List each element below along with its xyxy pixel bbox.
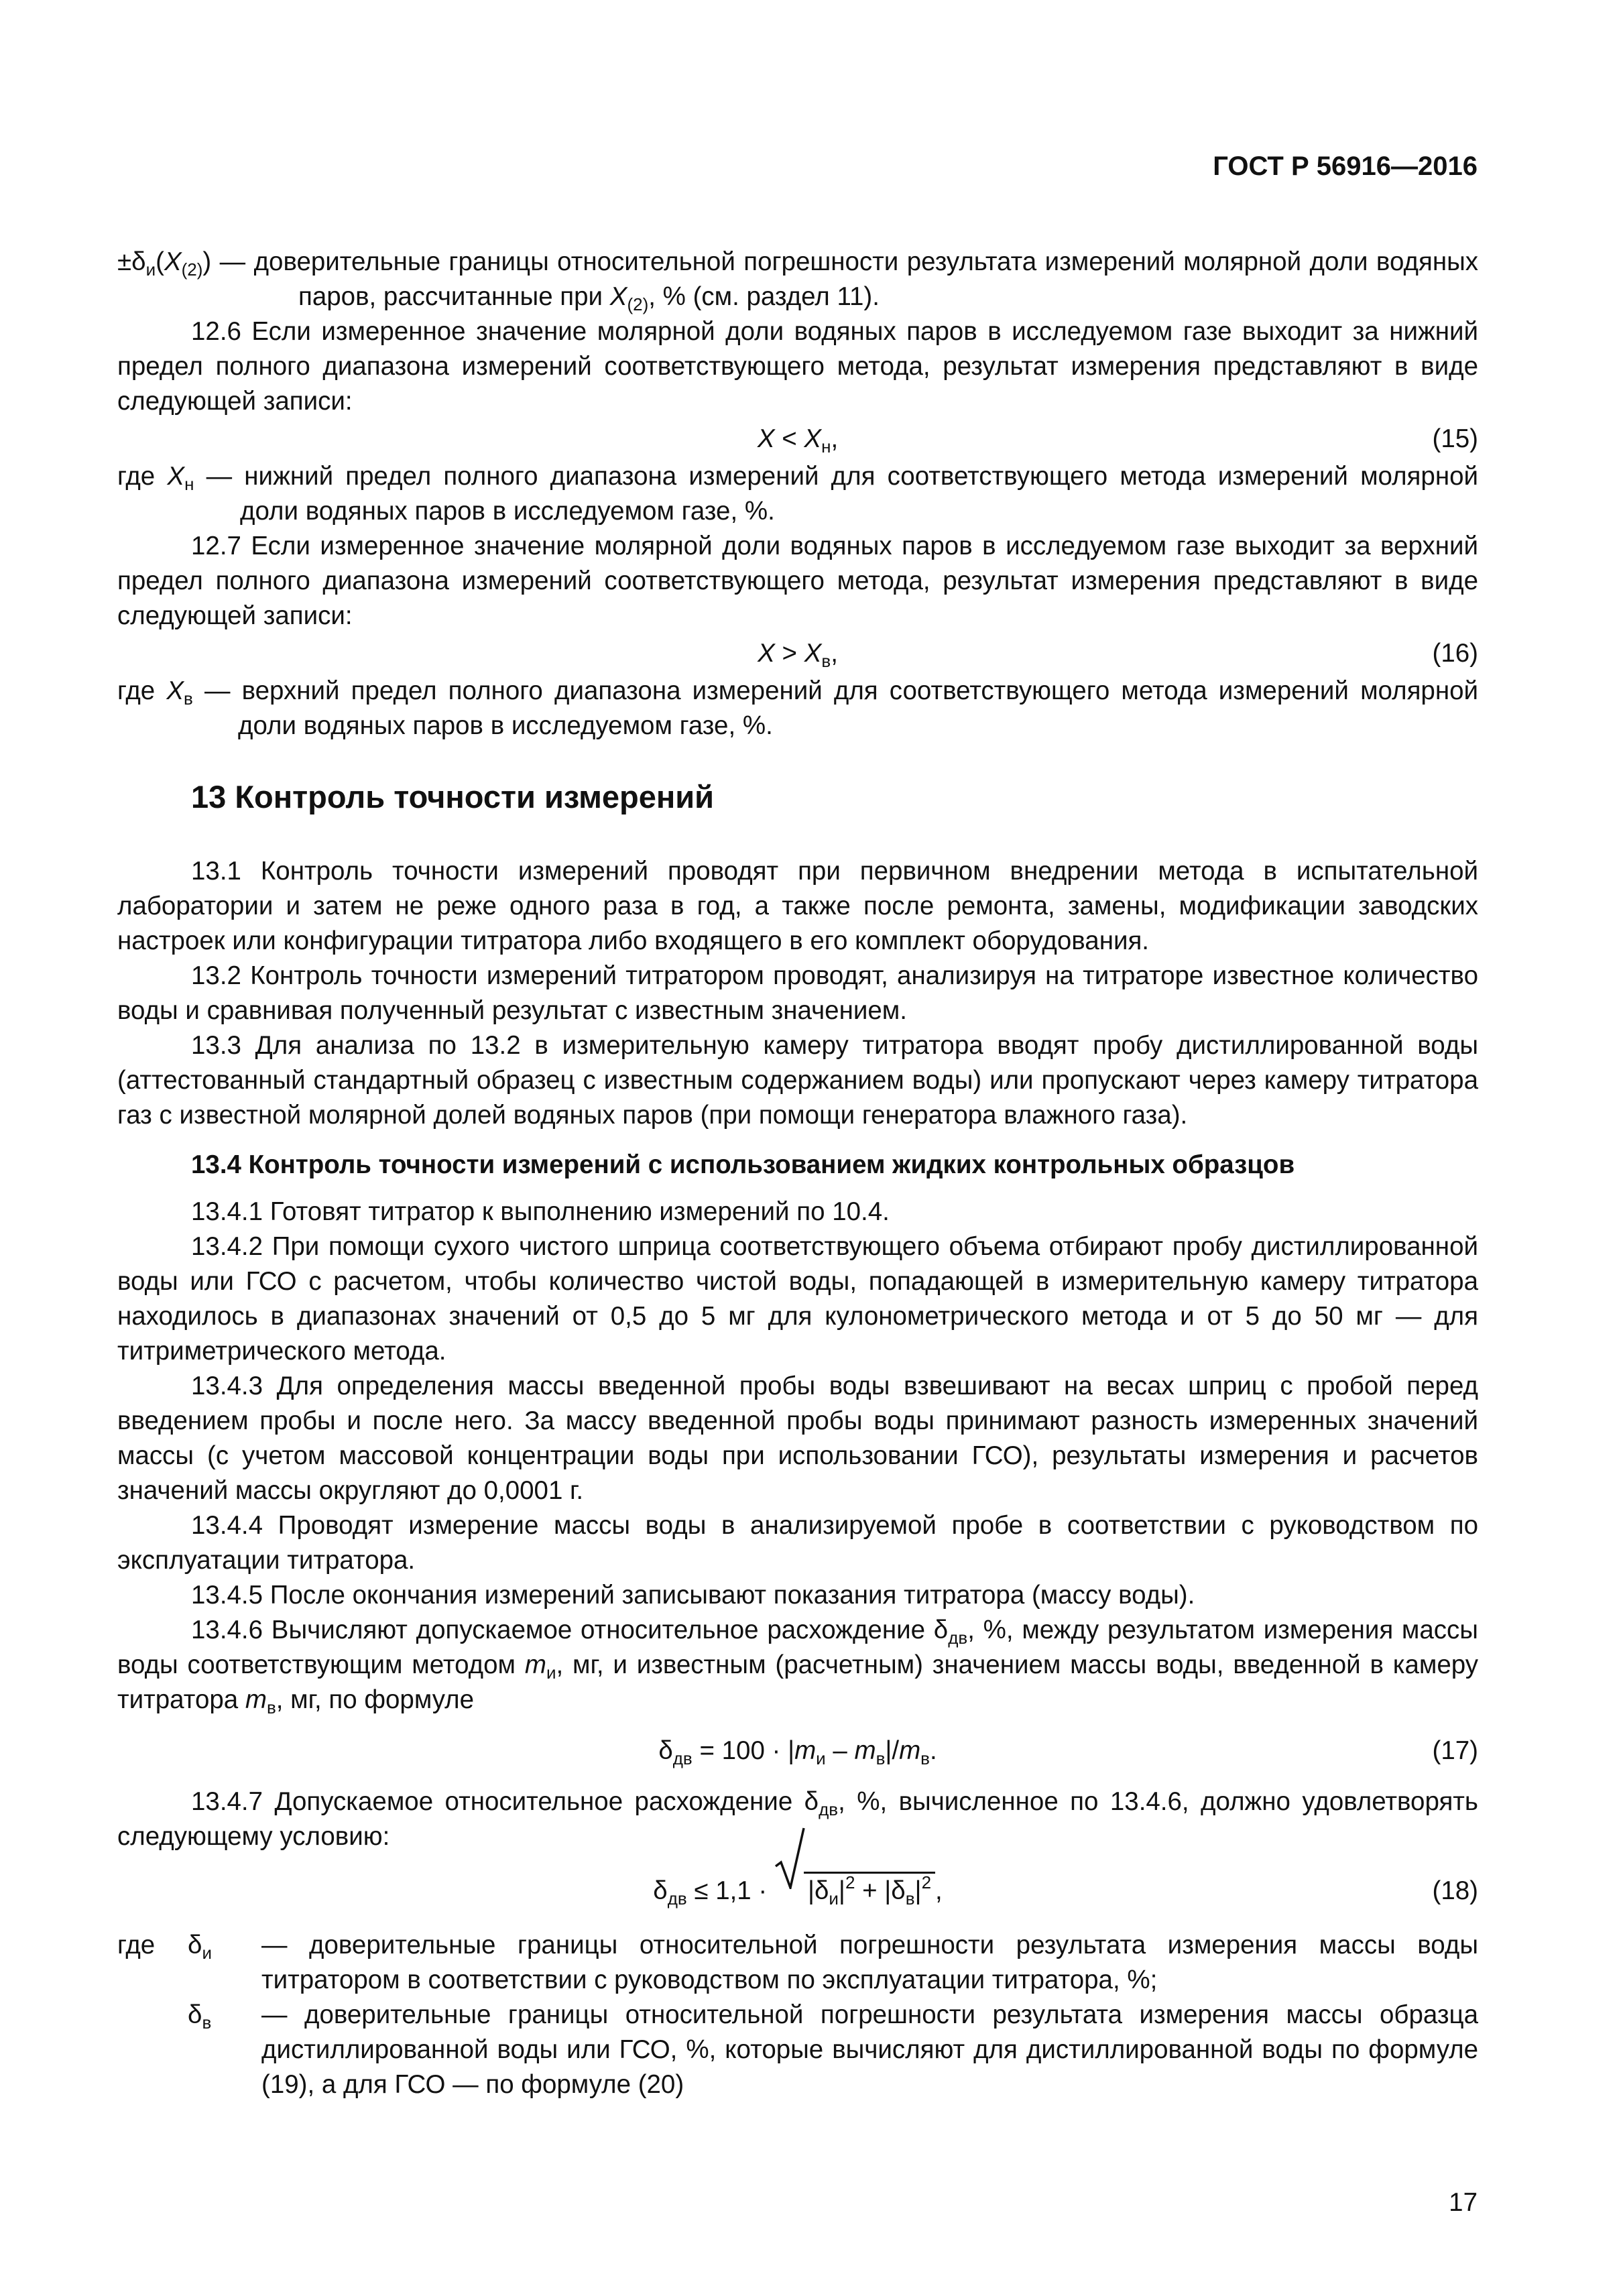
- paragraph-13-2: 13.2 Контроль точности измерений титратором проводят, анализируя на титраторе известное количество воды и сравнивая полученный результат с известным значением.: [117, 961, 1478, 1025]
- where-18-delta-v: $\delta_в$ — доверительные границы относительной погрешности результата измерения массы образца дистиллированной воды или ГСО, %, которые вычисляют для дистиллированной воды по формуле (19), а для ГСО — по формуле (20): [188, 2000, 1478, 2099]
- paragraph-13-4-7: 13.4.7 Допускаемое относительное расхождение $\delta_{дв}$, %, вычисленное по 13.4.6, должно удовлетворять следующему условию:: [117, 1787, 1478, 1851]
- section-13-heading: 13 Контроль точности измерений: [191, 779, 715, 814]
- definition-x2: $\pm\delta_и(X_{(2)})$ — доверительные границы относительной погрешности результата измерений молярной доли водяных паров, рассчитанные при $X_{(2)}$, % (см. раздел 11).: [117, 247, 1479, 314]
- formula-15: $X < X_н$, (15): [117, 419, 1478, 459]
- paragraph-12-6: 12.6 Если измеренное значение молярной доли водяных паров в исследуемом газе выходит за нижний предел полного диапазона измерений соответствующего метода, результат измерения представляют в виде следующей записи:: [117, 317, 1478, 416]
- subsection-13-4-heading: 13.4 Контроль точности измерений с использованием жидких контрольных образцов: [191, 1150, 1295, 1179]
- standard-header: ГОСТ Р 56916—2016: [1213, 152, 1478, 181]
- formula-number-15: (15): [1432, 424, 1478, 453]
- radical-sign-icon: [774, 1827, 805, 1889]
- paragraph-12-7: 12.7 Если измеренное значение молярной доли водяных паров в исследуемом газе выходит за верхний предел полного диапазона измерений соответствующего метода, результат измерения представляют в виде следующей записи:: [117, 532, 1478, 630]
- formula-number-17: (17): [1432, 1736, 1478, 1765]
- where-16: где $X_в$ — верхний предел полного диапазона измерений для соответствующего метода измерений молярной доли водяных паров в исследуемом газе, %.: [117, 676, 1479, 740]
- body-text: [117, 245, 1478, 2102]
- paragraph-13-4-1: 13.4.1 Готовят титратор к выполнению измерений по 10.4.: [191, 1197, 890, 1226]
- paragraph-13-4-5: 13.4.5 После окончания измерений записывают показания титратора (массу воды).: [191, 1581, 1195, 1610]
- paragraph-13-4-2: 13.4.2 При помощи сухого чистого шприца соответствующего объема отбирают пробу дистиллированной воды или ГСО с расчетом, чтобы количество чистой воды, попадающей в измерительную камеру титратора находилось в диапазонах значений от 0,5 до 5 мг для кулонометрического метода и от 5 до 50 мг — для титриметрического метода.: [117, 1232, 1478, 1366]
- symbol-pm-delta: $\pm\delta_и(X_{(2)})$: [117, 247, 212, 280]
- paragraph-13-4-4: 13.4.4 Проводят измерение массы воды в анализируемой пробе в соответствии с руководством по эксплуатации титратора.: [117, 1511, 1478, 1575]
- where-18-delta-i: где $\delta_и$ — доверительные границы относительной погрешности результата измерения массы воды титратором в соответствии с руководством по эксплуатации титратора, %;: [117, 1931, 1478, 1994]
- formula-number-18: (18): [1432, 1876, 1478, 1905]
- paragraph-13-4-6: 13.4.6 Вычисляют допускаемое относительное расхождение $\delta_{дв}$, %, между результатом измерения массы воды соответствующим методом $m_и$, мг, и известным (расчетным) значением массы воды, введенной в камеру титратора $m_в$, мг, по формуле: [117, 1616, 1479, 1717]
- where-15: где $X_н$ — нижний предел полного диапазона измерений для соответствующего метода измерений молярной доли водяных паров в исследуемом газе, %.: [117, 462, 1479, 526]
- square-root: $|\delta_и|^2 + |\delta_в|^2$: [774, 1854, 935, 1928]
- formula-number-16: (16): [1432, 639, 1478, 668]
- paragraph-13-4-3: 13.4.3 Для определения массы введенной пробы воды взвешивают на весах шприц с пробой перед введением пробы и после него. За массу введенной пробы воды принимают разность измеренных значений массы (с учетом массовой концентрации воды при использовании ГСО), результаты измерения и расчетов значений массы округляют до 0,0001 г.: [117, 1372, 1478, 1505]
- paragraph-13-1: 13.1 Контроль точности измерений проводят при первичном внедрении метода в испытательной лаборатории и затем не реже одного раза в год, а также после ремонта, замены, модификации заводских настроек или конфигурации титратора либо входящего в его комплект оборудования.: [117, 857, 1478, 955]
- formula-18: $\delta_{дв} \le 1,1$ · $|\delta_и|^2 + |\delta_в|^2$ , (18): [117, 1854, 1478, 1928]
- page-number: 17: [1449, 2188, 1478, 2217]
- paragraph-13-3: 13.3 Для анализа по 13.2 в измерительную камеру титратора вводят пробу дистиллированной воды (аттестованный стандартный образец с известным содержанием воды) или пропускают через камеру титратора газ с известной молярной долей водяных паров (при помощи генератора влажного газа).: [117, 1031, 1478, 1130]
- formula-17: $\delta_{дв} = 100 \cdot |m_и - m_в|/m_в$. (17): [117, 1731, 1478, 1771]
- formula-16: $X > X_в$, (16): [117, 633, 1478, 674]
